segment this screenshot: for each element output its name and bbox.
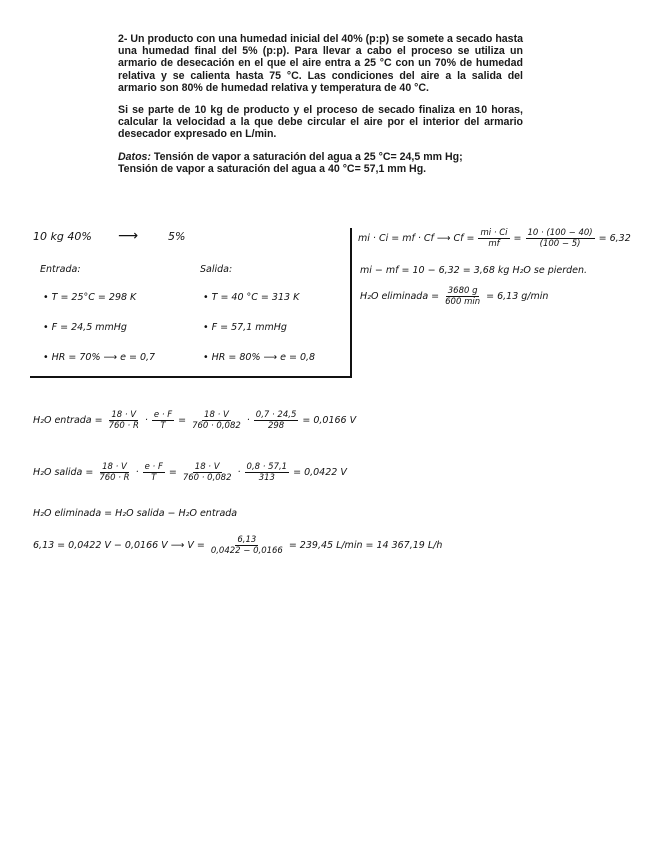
- fraction-numerator: 6,13: [237, 535, 257, 545]
- fraction-denominator: 760 · 0,082: [192, 421, 241, 431]
- fraction-denominator: T: [151, 473, 157, 483]
- multiply-dot: ·: [246, 415, 250, 426]
- data-line-1: Tensión de vapor a saturación del agua a 25 °C= 24,5 mm Hg;: [150, 150, 463, 163]
- fraction-denominator: 0,0422 − 0,0166: [210, 546, 283, 556]
- fraction-numerator: 3680 g: [447, 286, 478, 296]
- mass-balance-fraction-2: [526, 228, 597, 249]
- problem-data: [118, 151, 523, 175]
- water-removed-equation: H₂O eliminada = H₂O salida − H₂O entrada: [33, 508, 238, 519]
- entrada-label: Entrada:: [40, 264, 81, 275]
- entrada-temperature: • T = 25°C = 298 K: [43, 292, 137, 303]
- salida-temperature: • T = 40 °C = 313 K: [203, 292, 300, 303]
- problem-paragraph-1: 2- Un producto con una humedad inicial del 40% (p:p) se somete a secado hasta una humedad final del 5% (p:p). Para llevar a cabo el proceso se utiliza un armario de desecación en el que el aire entra a 25 °C con un 70% de humedad relativa y se calienta hasta 75 °C. Las condiciones del aire a la salida del armario son 80% de humedad relativa y temperatura de 40 °C.: [118, 33, 523, 94]
- fraction-denominator: mf: [488, 239, 500, 249]
- mass-balance-fraction-1: [478, 228, 511, 249]
- fraction-numerator: 18 · V: [204, 410, 229, 420]
- equals-sign: =: [513, 233, 522, 244]
- water-in-fraction-1: [107, 410, 143, 431]
- water-in-fraction-4: [254, 410, 301, 431]
- data-line-2: Tensión de vapor a saturación del agua a 40 °C= 57,1 mm Hg.: [118, 162, 427, 175]
- fraction-numerator: 18 · V: [111, 410, 137, 420]
- water-out-fraction-2: [143, 462, 167, 483]
- final-velocity-result: = 239,45 L/min = 14 367,19 L/h: [288, 540, 443, 551]
- water-rate-fraction: [443, 286, 484, 307]
- water-in-result: = 0,0166 V: [302, 415, 357, 426]
- water-out-fraction-3: [181, 462, 236, 483]
- fraction-denominator: 760 · 0,082: [182, 473, 232, 483]
- fraction-numerator: 18 · V: [194, 462, 220, 472]
- fraction-denominator: 600 min: [445, 297, 481, 307]
- box-divider-vertical: [350, 228, 352, 378]
- mass-balance-row: [358, 228, 633, 249]
- problem-statement: [118, 33, 523, 185]
- water-rate-result: = 6,13 g/min: [486, 291, 549, 302]
- fraction-denominator: (100 − 5): [539, 239, 581, 249]
- equals-sign: =: [168, 467, 177, 478]
- water-out-lhs: H₂O salida =: [33, 467, 94, 478]
- water-out-fraction-1: [97, 462, 133, 483]
- fraction-denominator: 298: [267, 421, 285, 431]
- fraction-denominator: T: [160, 421, 166, 431]
- entrada-humidity: • HR = 70% ⟶ e = 0,7: [43, 352, 156, 363]
- data-label: Datos:: [118, 150, 151, 163]
- water-lost-row: mi − mf = 10 − 6,32 = 3,68 kg H₂O se pierden.: [360, 265, 588, 276]
- fraction-numerator: 0,7 · 24,5: [255, 410, 297, 420]
- box-divider-horizontal: [30, 376, 352, 378]
- fraction-numerator: mi · Ci: [480, 228, 508, 238]
- mass-balance-lhs: mi · Ci = mf · Cf ⟶ Cf =: [358, 233, 475, 244]
- fraction-denominator: 760 · R: [99, 473, 130, 483]
- water-in-fraction-2: [152, 410, 176, 431]
- water-out-row: [33, 462, 349, 483]
- water-in-row: [33, 410, 358, 431]
- fraction-numerator: 18 · V: [102, 462, 127, 472]
- equals-sign: =: [178, 415, 187, 426]
- salida-label: Salida:: [200, 264, 233, 275]
- mass-balance-result: = 6,32: [598, 233, 631, 244]
- final-velocity-lhs: 6,13 = 0,0422 V − 0,0166 V ⟶ V =: [33, 540, 205, 551]
- fraction-denominator: 760 · R: [108, 421, 139, 431]
- multiply-dot: ·: [237, 467, 241, 478]
- entrada-pressure: • F = 24,5 mmHg: [43, 322, 127, 333]
- final-velocity-fraction: [209, 535, 287, 556]
- fraction-numerator: 0,8 · 57,1: [246, 462, 288, 472]
- fraction-numerator: e · F: [153, 410, 173, 420]
- arrow-icon: ⟶: [118, 228, 139, 244]
- water-rate-row: [360, 286, 550, 307]
- water-out-fraction-4: [245, 462, 292, 483]
- multiply-dot: ·: [135, 467, 139, 478]
- water-in-lhs: H₂O entrada =: [33, 415, 103, 426]
- water-rate-lhs: H₂O eliminada =: [360, 291, 440, 302]
- fraction-numerator: 10 · (100 − 40): [527, 228, 593, 238]
- salida-humidity: • HR = 80% ⟶ e = 0,8: [203, 352, 316, 363]
- water-out-result: = 0,0422 V: [293, 467, 347, 478]
- note-head-left: 10 kg 40%: [33, 230, 92, 243]
- multiply-dot: ·: [144, 415, 148, 426]
- water-in-fraction-3: [190, 410, 245, 431]
- fraction-denominator: 313: [258, 473, 275, 483]
- fraction-numerator: e · F: [144, 462, 163, 472]
- problem-paragraph-2: Si se parte de 10 kg de producto y el proceso de secado finaliza en 10 horas, calcular la velocidad a la que debe circular el aire por el interior del armario desecador expresado en L/min.: [118, 104, 523, 141]
- note-head-right: 5%: [168, 230, 186, 243]
- final-velocity-row: [33, 535, 444, 556]
- salida-pressure: • F = 57,1 mmHg: [203, 322, 287, 333]
